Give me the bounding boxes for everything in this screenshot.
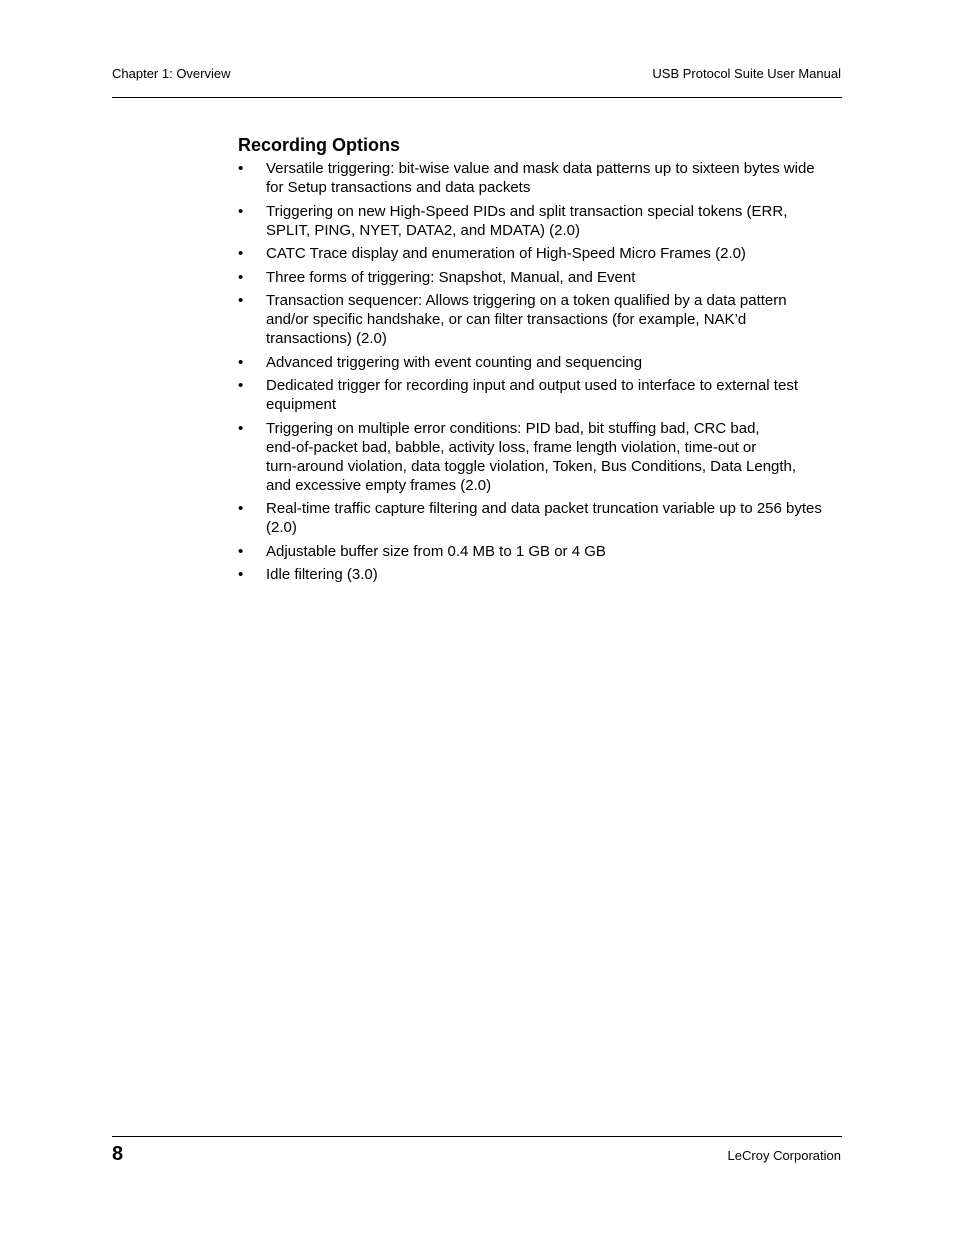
section-heading: Recording Options	[238, 135, 400, 155]
list-item	[238, 542, 848, 561]
list-item	[238, 291, 848, 348]
list-item-text: CATC Trace display and enumeration of High-Speed Micro Frames (2.0)	[266, 245, 746, 262]
list-item-text: and excessive empty frames (2.0)	[266, 476, 492, 494]
list-item-text: equipment	[266, 396, 337, 413]
footer-company: LeCroy Corporation	[727, 1148, 841, 1163]
bullet-icon: •	[238, 566, 244, 583]
list-item-text: Real-time traffic capture filtering and data packet truncation variable up to 256 bytes	[266, 500, 822, 517]
list-item	[238, 376, 848, 414]
header-divider	[112, 97, 842, 98]
list-item	[238, 202, 848, 240]
list-item-text: Three forms of triggering: Snapshot, Manual, and Event	[266, 268, 636, 286]
list-item-text: Transaction sequencer: Allows triggering on a token qualified by a data pattern	[266, 292, 787, 309]
list-item-text: (2.0)	[266, 519, 297, 536]
list-item-text: Triggering on new High-Speed PIDs and split transaction special tokens (ERR,	[266, 202, 788, 220]
list-item-text: transactions) (2.0)	[266, 330, 387, 347]
list-item-text: and/or specific handshake, or can filter transactions (for example, NAK’d	[266, 311, 747, 328]
bullet-icon: •	[238, 202, 244, 220]
list-item	[238, 565, 848, 584]
bullet-icon: •	[238, 353, 244, 371]
list-item	[238, 244, 848, 263]
list-item-text: Dedicated trigger for recording input and output used to interface to external test	[266, 377, 798, 394]
bullet-icon: •	[238, 268, 244, 286]
bullet-icon: •	[238, 419, 244, 437]
list-item	[238, 353, 848, 372]
list-item-text: Advanced triggering with event counting and sequencing	[266, 353, 643, 371]
bullet-icon: •	[238, 292, 244, 309]
list-item-text: Triggering on multiple error conditions: PID bad, bit stuffing bad, CRC bad,	[266, 419, 760, 437]
list-item-text: Idle filtering (3.0)	[266, 566, 378, 583]
bullet-icon: •	[238, 500, 244, 517]
list-item-text: end-of-packet bad, babble, activity loss, frame length violation, time-out or	[266, 438, 757, 456]
running-header-manual-title: USB Protocol Suite User Manual	[652, 66, 841, 81]
bullet-icon: •	[238, 542, 244, 560]
list-item-text: Versatile triggering: bit-wise value and mask data patterns up to sixteen bytes wide	[266, 160, 815, 177]
running-header-chapter: Chapter 1: Overview	[112, 66, 231, 81]
list-item-text: for Setup transactions and data packets	[266, 179, 531, 196]
footer-divider	[112, 1136, 842, 1137]
list-item	[238, 159, 848, 197]
feature-list	[238, 159, 848, 589]
bullet-icon: •	[238, 377, 244, 394]
list-item-text: turn-around violation, data toggle violation, Token, Bus Conditions, Data Length,	[266, 457, 797, 475]
list-item-text: Adjustable buffer size from 0.4 MB to 1 GB or 4 GB	[266, 542, 606, 560]
list-item-text: SPLIT, PING, NYET, DATA2, and MDATA) (2.0)	[266, 221, 580, 239]
page-number: 8	[112, 1143, 124, 1165]
list-item	[238, 419, 848, 495]
bullet-icon: •	[238, 245, 244, 262]
list-item	[238, 499, 848, 537]
bullet-icon: •	[238, 160, 244, 177]
list-item	[238, 268, 848, 287]
